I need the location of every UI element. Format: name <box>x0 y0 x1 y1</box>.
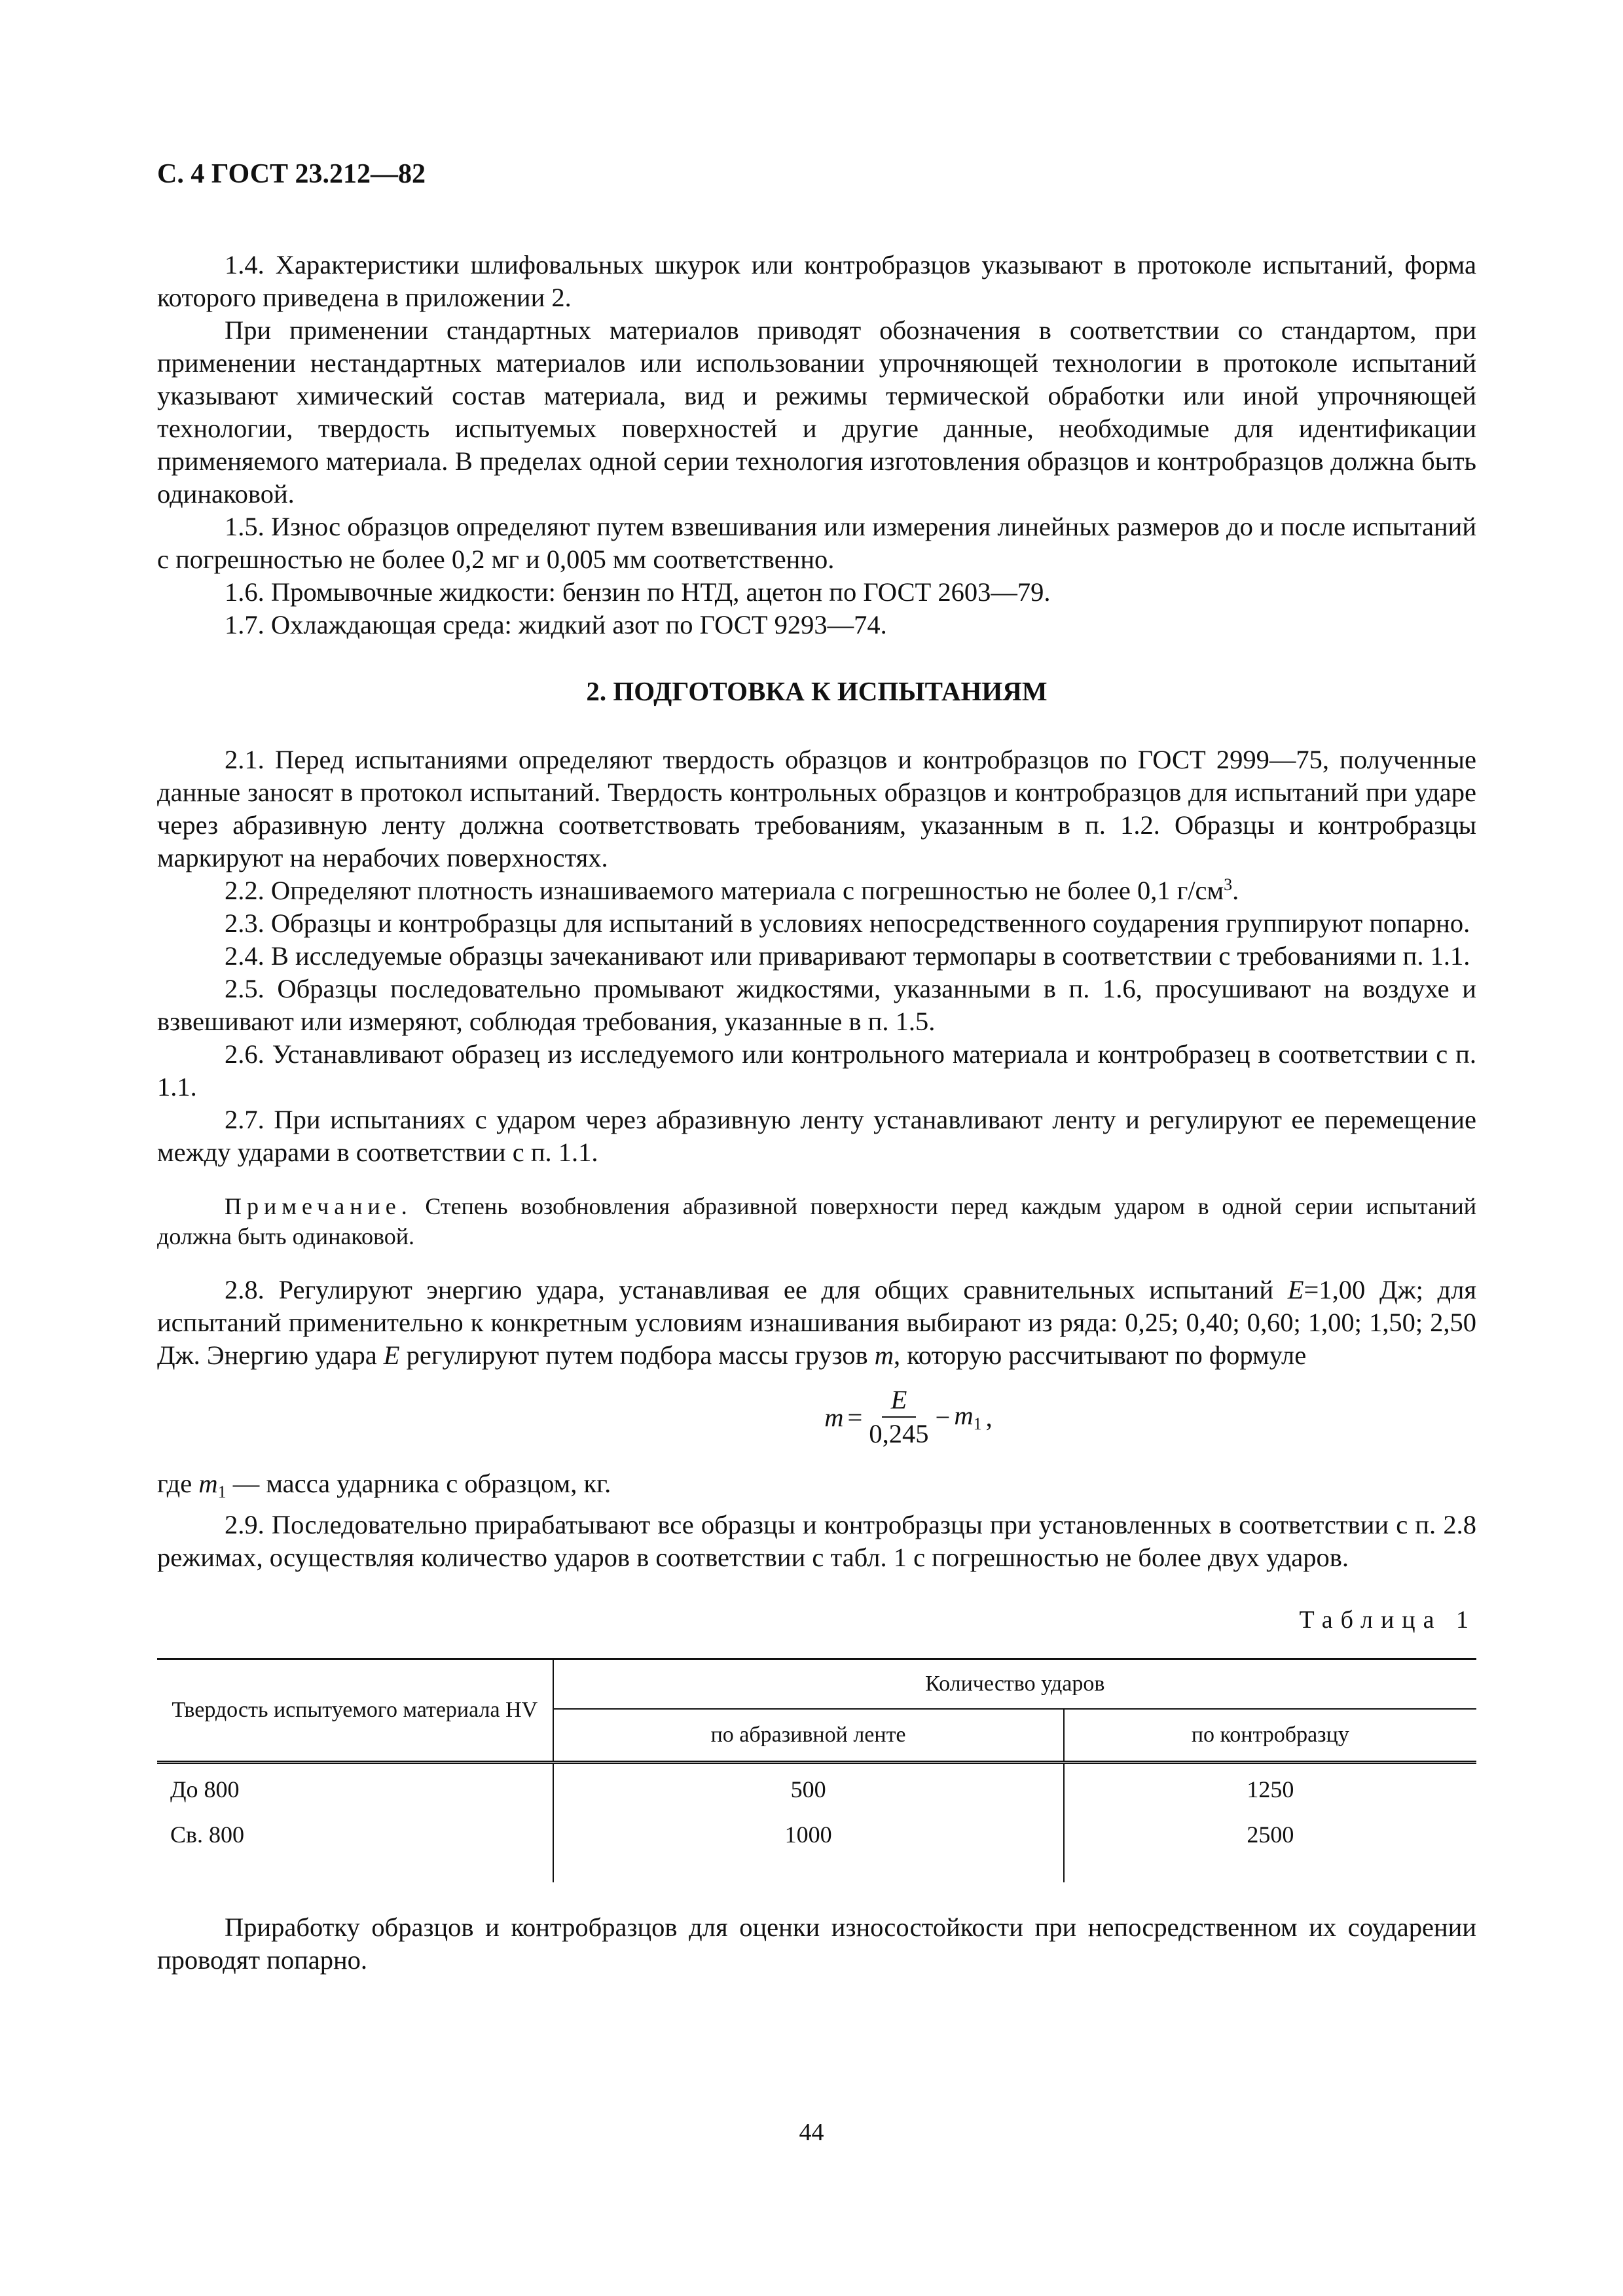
table-row <box>157 1763 1476 1810</box>
energy-symbol: E <box>1287 1275 1304 1304</box>
formula-equals: = <box>847 1402 863 1432</box>
column-header-hardness: Твердость испытуемого материала HV <box>157 1659 553 1763</box>
document-body <box>157 249 1476 1574</box>
paragraph-1-4: 1.4. Характеристики шлифовальных шкурок или контробразцов указывают в протоколе испытаний, форма которого приведена в приложении 2. <box>157 250 1476 312</box>
formula-legend <box>157 1467 1476 1509</box>
paragraph-2-8-part-a: 2.8. Регулируют энергию удара, устанавливая ее для общих сравнительных испытаний <box>225 1275 1288 1304</box>
formula-denominator: 0,245 <box>869 1419 929 1448</box>
formula-comma: , <box>985 1402 993 1432</box>
column-header-abrasive-tape: по абразивной ленте <box>553 1709 1064 1763</box>
mass-symbol: m <box>874 1340 894 1370</box>
formula-lhs: m <box>824 1402 844 1432</box>
table-caption: Таблица 1 <box>1299 1606 1476 1634</box>
paragraph-2-2-end: . <box>1232 876 1239 905</box>
paragraph-2-4: 2.4. В исследуемые образцы зачеканивают или приваривают термопары в соответствии с требованиями п. 1.1. <box>225 941 1470 971</box>
table-cell-abrasive: 500 <box>553 1763 1064 1810</box>
note-label: Примечание. <box>225 1193 412 1219</box>
formula-fraction <box>869 1385 928 1449</box>
paragraph-1-4-continued: При применении стандартных материалов приводят обозначения в соответствии со стандартом, при применении нестандартных материалов или использовании упрочняющей технологии в протоколе испытаний указывают химический состав материала, вид и режимы термической обработки или иной упрочняющей технологии, твердость испытуемых поверхностей и другие данные, необходимые для идентификации применяемого материала. В пределах одной серии технология изготовления образцов и контробразцов должна быть одинаковой. <box>157 315 1476 509</box>
section-2-title: 2. ПОДГОТОВКА К ИСПЫТАНИЯМ <box>586 676 1048 706</box>
table-cell-counter: 2500 <box>1064 1809 1476 1882</box>
paragraph-1-7: 1.7. Охлаждающая среда: жидкий азот по ГОСТ 9293—74. <box>225 610 887 639</box>
page-number: 44 <box>799 2119 824 2146</box>
formula-legend-symbol: m <box>198 1469 218 1498</box>
formula-legend-subscript: 1 <box>217 1482 227 1501</box>
formula-m1-symbol: m <box>954 1401 974 1430</box>
paragraph-2-3: 2.3. Образцы и контробразцы для испытаний в условиях непосредственного соударения группируют попарно. <box>225 908 1470 938</box>
page-header: С. 4 ГОСТ 23.212—82 <box>157 159 426 189</box>
table-cell-hardness: До 800 <box>170 1776 240 1803</box>
paragraph-2-1: 2.1. Перед испытаниями определяют твердость образцов и контробразцов по ГОСТ 2999—75, полученные данные заносят в протокол испытаний. Твердость контрольных образцов и контробразцов для испытаний при ударе через абразивную ленту должна соответствовать требованиям, указанным в п. 1.2. Образцы и контробразцы маркируют на нерабочих поверхностях. <box>157 745 1476 872</box>
paragraph-2-8-part-c: регулируют путем подбора массы грузов <box>399 1340 875 1370</box>
cube-superscript: 3 <box>1224 875 1233 894</box>
energy-symbol: E <box>383 1340 400 1370</box>
paragraph-2-7: 2.7. При испытаниях с ударом через абразивную ленту устанавливают ленту и регулируют ее перемещение между ударами в соответствии с п. 1.1. <box>157 1105 1476 1167</box>
column-header-counter-sample: по контробразцу <box>1064 1709 1476 1763</box>
paragraph-2-6: 2.6. Устанавливают образец из исследуемого или контрольного материала и контробразец в соответствии с п. 1.1. <box>157 1039 1476 1102</box>
formula-numerator: E <box>882 1385 917 1418</box>
formula-minus: − <box>935 1402 951 1432</box>
closing-section <box>157 1911 1476 1977</box>
paragraph-2-8 <box>157 1274 1476 1372</box>
table-row <box>157 1809 1476 1882</box>
paragraph-1-6: 1.6. Промывочные жидкости: бензин по НТД, ацетон по ГОСТ 2603—79. <box>225 577 1051 607</box>
paragraph-2-5: 2.5. Образцы последовательно промывают жидкостями, указанными в п. 1.6, просушивают на воздухе и взвешивают или измеряют, соблюдая требования, указанные в п. 1.5. <box>157 974 1476 1036</box>
table-cell-hardness: Св. 800 <box>170 1821 245 1848</box>
table-cell-counter: 1250 <box>1064 1763 1476 1810</box>
formula-expression <box>824 1385 992 1449</box>
mass-formula <box>157 1385 1476 1458</box>
note <box>157 1191 1476 1251</box>
paragraph-2-2-text: 2.2. Определяют плотность изнашиваемого материала с погрешностью не более 0,1 г/см <box>225 876 1224 905</box>
paragraph-2-8-part-d: , которую рассчитывают по формуле <box>894 1340 1307 1370</box>
table-cell-abrasive: 1000 <box>553 1809 1064 1882</box>
table-1 <box>157 1658 1476 1882</box>
paragraph-1-5: 1.5. Износ образцов определяют путем взвешивания или измерения линейных размеров до и после испытаний с погрешностью не более 0,2 мг и 0,005 мм соответственно. <box>157 512 1476 574</box>
column-header-impact-count: Количество ударов <box>553 1659 1477 1710</box>
document-page <box>157 157 1476 1977</box>
formula-legend-where: где <box>157 1469 199 1498</box>
paragraph-2-2 <box>157 874 1476 907</box>
note-text: Степень возобновления абразивной поверхности перед каждым ударом в одной серии испытаний должна быть одинаковой. <box>157 1193 1476 1249</box>
formula-m1-subscript: 1 <box>973 1414 982 1433</box>
paragraph-2-8-part-b: =1,00 Дж; для испытаний применительно к конкретным условиям изнашивания выбирают из ряда: 0,25; 0,40; 0,60; 1,00; 1,50; 2,50 Дж. Энергию удара <box>157 1275 1476 1370</box>
closing-paragraph: Приработку образцов и контробразцов для оценки износостойкости при непосредственном их соударении проводят попарно. <box>157 1912 1476 1975</box>
formula-legend-text: — масса ударника с образцом, кг. <box>226 1469 611 1498</box>
paragraph-2-9: 2.9. Последовательно прирабатывают все образцы и контробразцы при установленных в соответствии с п. 2.8 режимах, осуществляя количество ударов в соответствии с табл. 1 с погрешностью не более двух ударов. <box>157 1510 1476 1572</box>
formula-m1 <box>954 1400 981 1434</box>
